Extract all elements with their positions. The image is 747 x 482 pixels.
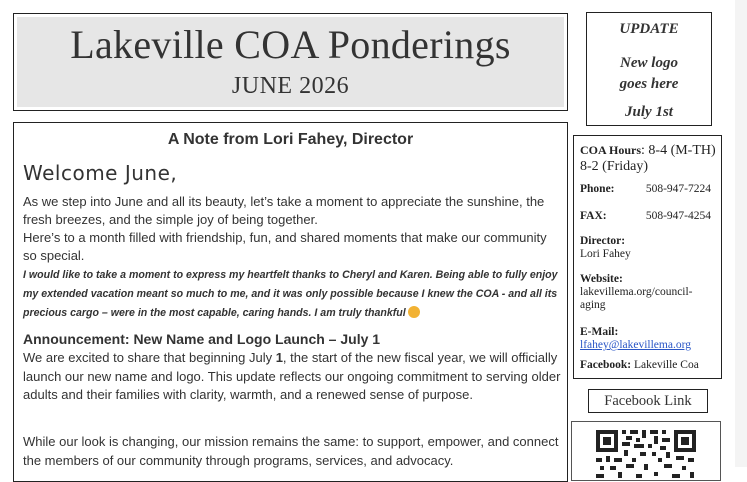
facebook-link-button[interactable]: Facebook Link	[588, 389, 708, 413]
greeting: Welcome June,	[23, 161, 178, 185]
phone-label: Phone:	[580, 183, 615, 195]
website-row	[580, 273, 717, 312]
newsletter-date: JUNE 2026	[231, 73, 350, 99]
email-row	[580, 326, 717, 352]
announcement-paragraph	[23, 349, 563, 405]
email-link[interactable]: lfahey@lakevillema.org	[580, 339, 691, 351]
fax-label: FAX:	[580, 210, 607, 222]
masthead	[13, 13, 568, 111]
update-line: goes here	[619, 76, 679, 92]
announcement-text: , the start of the new fiscal year, we will officially launch our new name and logo. This update reflects our ongoing commitment to serving older adults and their families with clarity, warmth, and a renewed sense of purpose.	[23, 350, 561, 402]
director-row	[580, 235, 717, 261]
update-body	[587, 53, 711, 95]
update-title: UPDATE	[619, 21, 679, 37]
fax-row	[580, 210, 717, 223]
article-heading: A Note from Lori Fahey, Director	[167, 131, 414, 148]
newsletter-title: Lakeville COA Ponderings	[70, 22, 511, 67]
announcement-text: We are excited to share that beginning July	[23, 350, 276, 365]
facebook-name: Lakeville Coa	[631, 359, 699, 371]
contact-info-box	[573, 135, 722, 379]
hours-label: COA Hours	[580, 143, 642, 157]
director-label: Director:	[580, 235, 626, 247]
facebook-label: Facebook:	[580, 359, 632, 371]
phone-number: 508-947-7224	[645, 183, 711, 195]
intro-paragraph	[23, 193, 563, 265]
facebook-row	[580, 359, 717, 372]
website-url: lakevillema.org/council-aging	[580, 286, 693, 311]
director-name: Lori Fahey	[580, 248, 631, 260]
mission-paragraph: While our look is changing, our mission remains the same: to support, empower, and connect the members of our community through programs, services, and advocacy.	[23, 434, 559, 468]
phone-row	[580, 183, 717, 196]
announcement-heading: Announcement: New Name and Logo Launch – July 1	[23, 331, 381, 347]
thanks-text: I would like to take a moment to express my heartfelt thanks to Cheryl and Karen. Being able to fully enjoy my extended vacation meant so much to me, and it was only possible because I knew the COA - and all its precious cargo – were in the most capable, caring hands. I am truly thankful	[23, 269, 558, 319]
update-date: July 1st	[625, 104, 673, 120]
qr-code-icon	[596, 430, 696, 481]
page-edge	[735, 0, 747, 467]
website-label: Website:	[580, 273, 623, 285]
qr-code-frame	[571, 421, 721, 481]
hours-value-friday: 8-2 (Friday)	[580, 159, 649, 174]
coa-hours	[580, 142, 717, 175]
masthead-banner	[17, 17, 564, 107]
smiley-emoji-icon	[408, 306, 420, 318]
thanks-paragraph	[23, 266, 568, 323]
director-note-article	[13, 122, 568, 482]
intro-text: Here’s to a month filled with friendship, fun, and shared moments that make our community so special.	[23, 230, 547, 263]
update-box	[586, 12, 712, 126]
announcement-date-number: 1	[275, 350, 283, 365]
fax-number: 508-947-4254	[645, 210, 711, 222]
email-label: E-Mail:	[580, 326, 619, 338]
hours-value: : 8-4 (M-TH)	[641, 143, 716, 158]
intro-text: As we step into June and all its beauty, let’s take a moment to appreciate the sunshine, the fresh breezes, and the simple joy of being together.	[23, 194, 545, 227]
update-line: New logo	[620, 55, 678, 71]
